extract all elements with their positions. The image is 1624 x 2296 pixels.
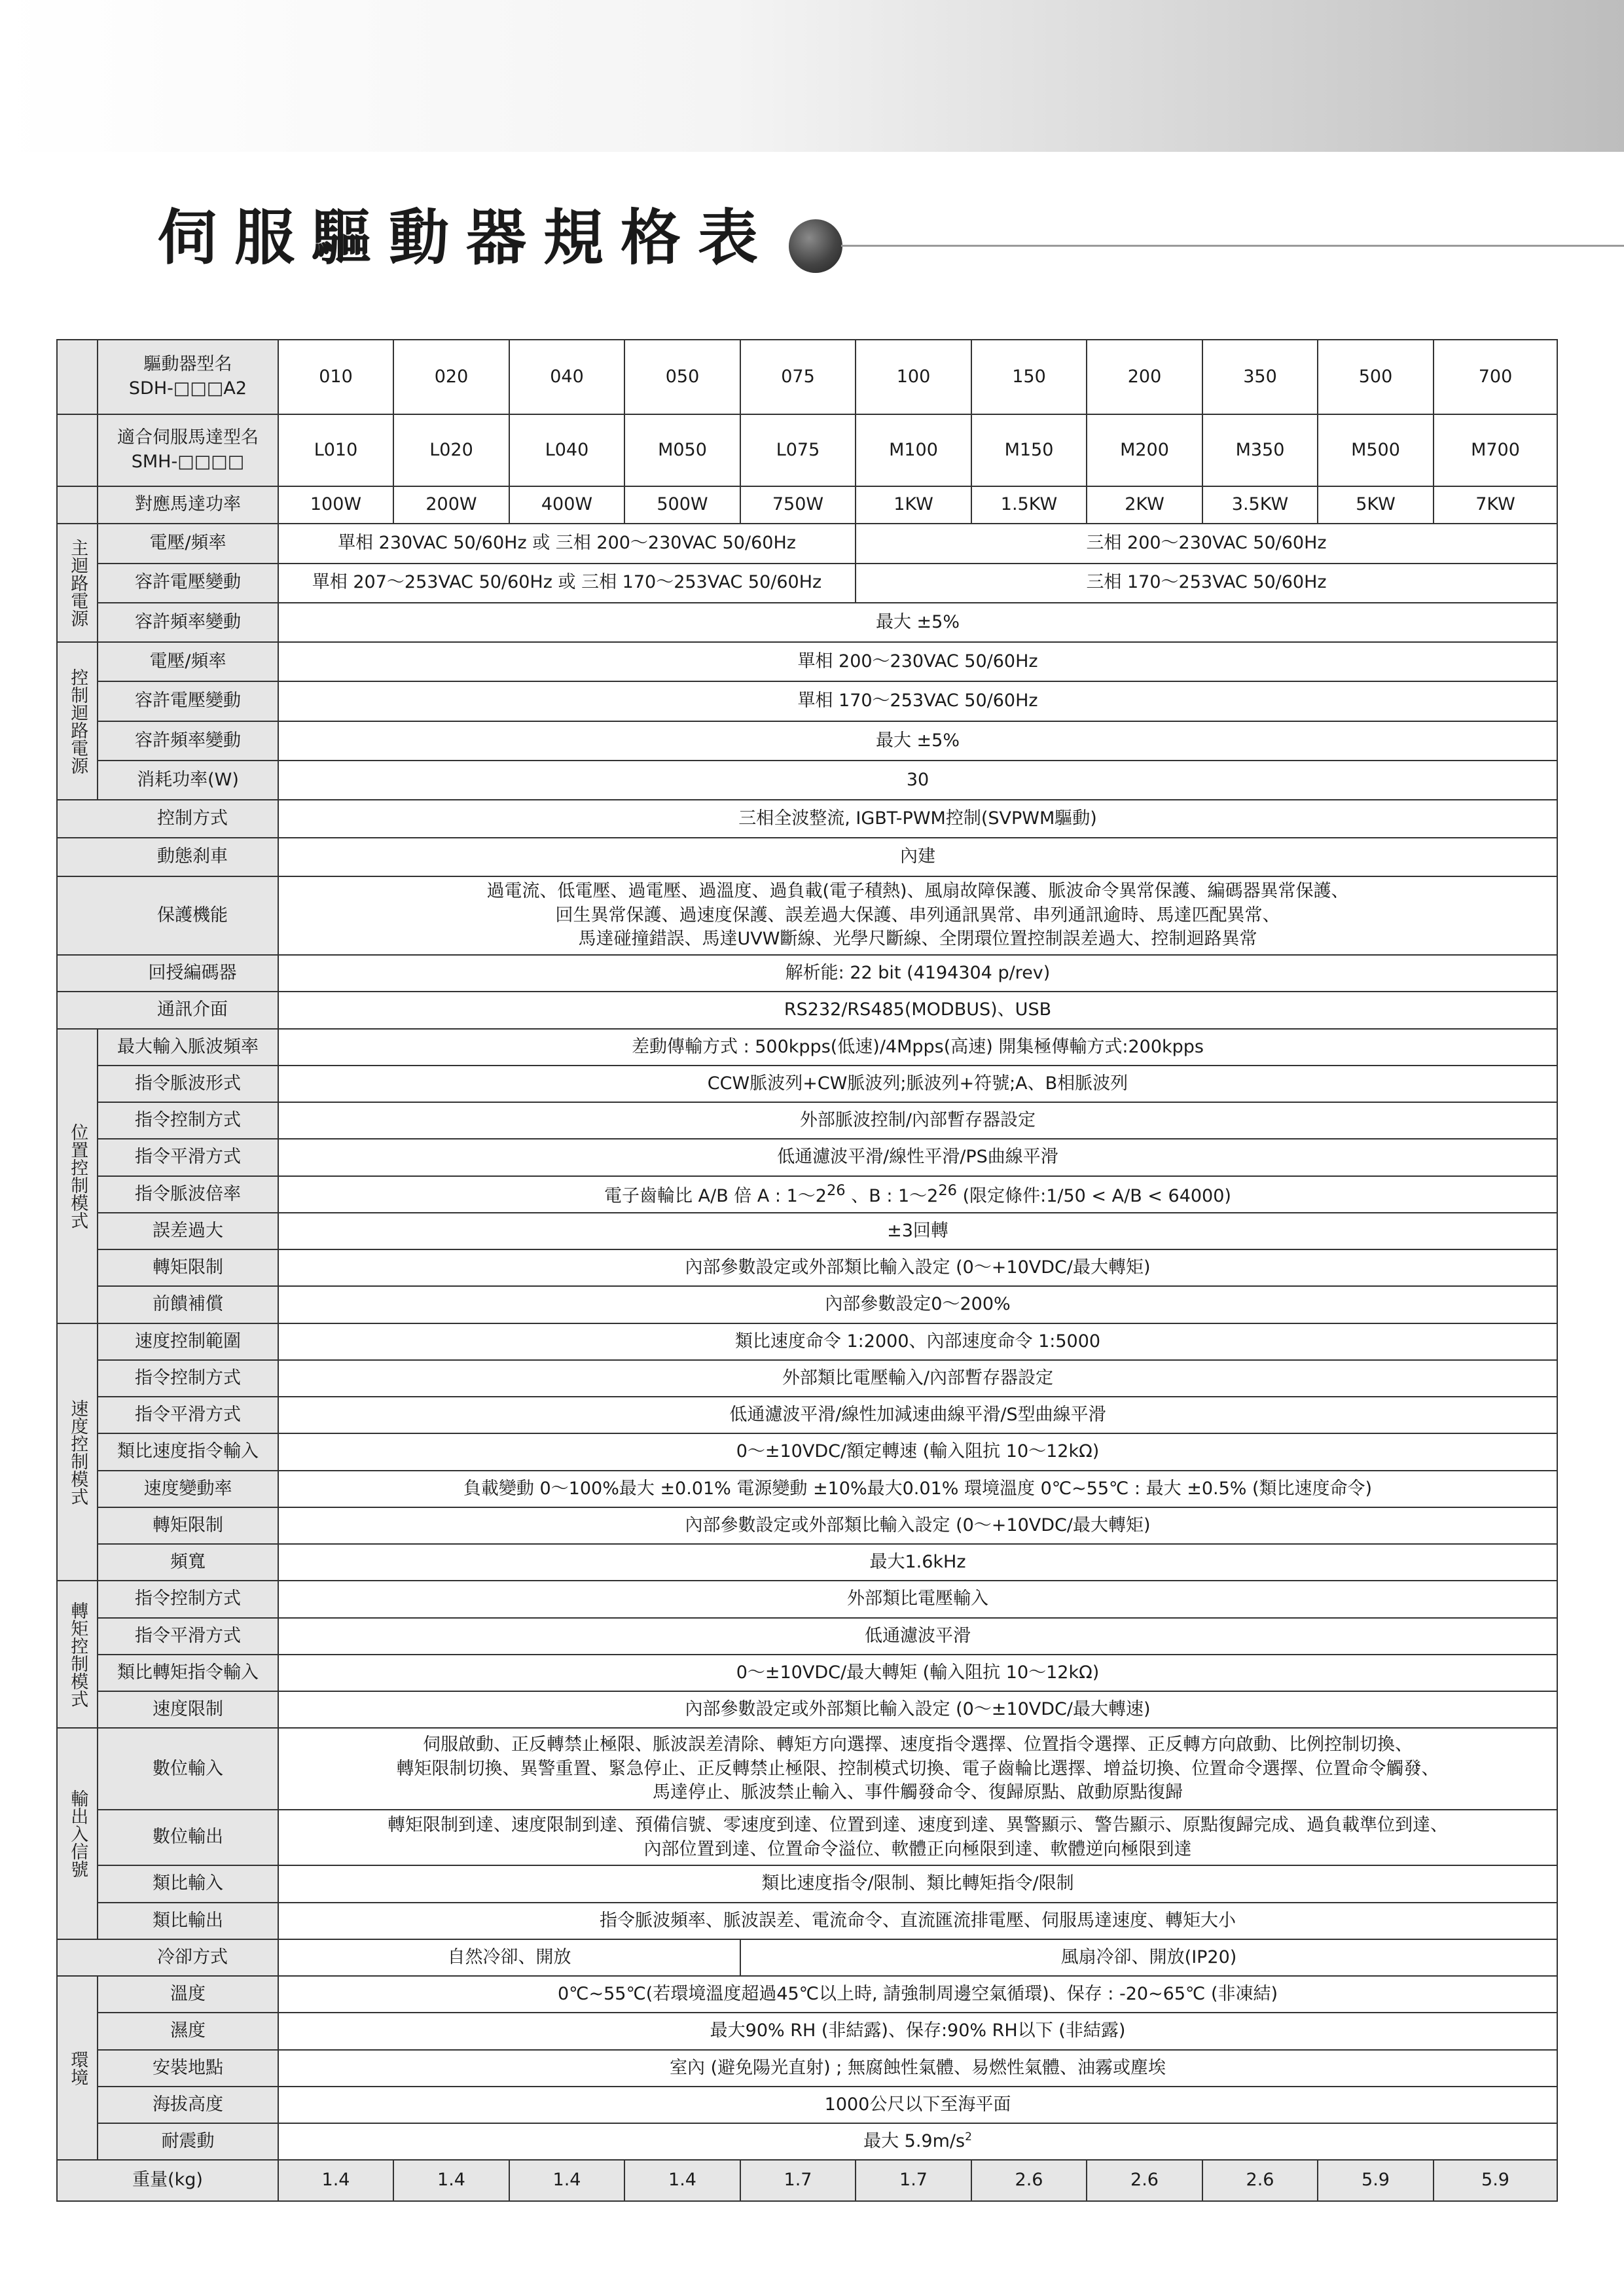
value-cell: 30: [278, 761, 1557, 800]
category-control-power: 控制迴路電源: [57, 642, 98, 800]
row-label: 保護機能: [57, 876, 278, 956]
value-cell: 外部類比電壓輸入: [278, 1581, 1557, 1617]
row-label: 轉矩限制: [98, 1507, 278, 1544]
corner-cell: [57, 340, 98, 414]
row-label: 消耗功率(W): [98, 761, 278, 800]
weight-row: [57, 2160, 1557, 2201]
value-cell: 伺服啟動、正反轉禁止極限、脈波誤差清除、轉矩方向選擇、速度指令選擇、位置指令選擇、正反轉方向啟動、比例控制切換、 轉矩限制切換、異警重置、緊急停止、正反轉禁止極限、控制模式切換、電子齒輪比選擇、增益切換、位置命令選擇、位置命令觸發、 馬達停止、脈波禁止輸入、事件觸發命令、復歸原點、啟動原點復歸: [278, 1728, 1557, 1810]
motor-power-cell: 500W: [624, 486, 740, 524]
row-label: 動態刹車: [57, 838, 278, 876]
row-label: 控制方式: [57, 800, 278, 838]
value-cell: 類比速度指令/限制、類比轉矩指令/限制: [278, 1865, 1557, 1902]
table-row: [57, 1397, 1557, 1433]
value-cell: 內部參數設定或外部類比輸入設定 (0～±10VDC/最大轉速): [278, 1691, 1557, 1728]
weight-cell: 2.6: [1202, 2160, 1318, 2201]
driver-model-cell: 050: [624, 340, 740, 414]
table-row: [57, 992, 1557, 1028]
weight-cell: 1.4: [278, 2160, 393, 2201]
value-cell: 外部類比電壓輸入/內部暫存器設定: [278, 1360, 1557, 1397]
value-cell: 三相 200～230VAC 50/60Hz: [856, 524, 1557, 563]
weight-cell: 5.9: [1434, 2160, 1557, 2201]
table-row: [57, 1433, 1557, 1470]
row-label: 速度變動率: [98, 1471, 278, 1507]
row-label: 數位輸入: [98, 1728, 278, 1810]
table-row: [57, 1213, 1557, 1249]
value-cell: 單相 200～230VAC 50/60Hz: [278, 642, 1557, 681]
table-row: [57, 1903, 1557, 1939]
row-label: 海拔高度: [98, 2087, 278, 2123]
weight-label: 重量(kg): [57, 2160, 278, 2201]
row-label: 指令平滑方式: [98, 1139, 278, 1175]
value-cell: 過電流、低電壓、過電壓、過溫度、過負載(電子積熱)、風扇故障保護、脈波命令異常保護、編碼器異常保護、 回生異常保護、過速度保護、誤差過大保護、串列通訊異常、串列通訊逾時、馬達匹配異常、 馬達碰撞錯誤、馬達UVW斷線、光學尺斷線、全閉環位置控制誤差過大、控制迴路異常: [278, 876, 1557, 956]
value-cell: RS232/RS485(MODBUS)、USB: [278, 992, 1557, 1028]
row-label: 安裝地點: [98, 2050, 278, 2087]
table-row: [57, 2013, 1557, 2049]
category-torque-mode: 轉矩控制模式: [57, 1581, 98, 1728]
weight-cell: 1.4: [393, 2160, 509, 2201]
weight-cell: 1.4: [624, 2160, 740, 2201]
motor-power-row: [57, 486, 1557, 524]
table-row: [57, 1323, 1557, 1360]
value-cell: 低通濾波平滑: [278, 1618, 1557, 1655]
motor-power-cell: 3.5KW: [1202, 486, 1318, 524]
table-row: [57, 800, 1557, 838]
row-label: 指令脈波倍率: [98, 1176, 278, 1213]
table-row: [57, 1360, 1557, 1397]
motor-power-cell: 1.5KW: [971, 486, 1087, 524]
value-cell: 單相 230VAC 50/60Hz 或 三相 200～230VAC 50/60Hz: [278, 524, 856, 563]
table-row: [57, 1976, 1557, 2013]
row-label: 容許電壓變動: [98, 681, 278, 721]
value-cell: 三相 170～253VAC 50/60Hz: [856, 564, 1557, 603]
table-row: [57, 1618, 1557, 1655]
row-label: 指令控制方式: [98, 1581, 278, 1617]
table-row: [57, 564, 1557, 603]
value-cell: 指令脈波頻率、脈波誤差、電流命令、直流匯流排電壓、伺服馬達速度、轉矩大小: [278, 1903, 1557, 1939]
table-row: [57, 2050, 1557, 2087]
value-cell: 解析能: 22 bit (4194304 p/rev): [278, 955, 1557, 992]
table-row: [57, 955, 1557, 992]
row-label: 類比速度指令輸入: [98, 1433, 278, 1470]
motor-model-cell: M350: [1202, 414, 1318, 487]
value-cell: 轉矩限制到達、速度限制到達、預備信號、零速度到達、位置到達、速度到達、異警顯示、警告顯示、原點復歸完成、過負載準位到達、 內部位置到達、位置命令溢位、軟體正向極限到達、軟體逆向極限到達: [278, 1810, 1557, 1865]
motor-power-cell: 100W: [278, 486, 393, 524]
value-cell: 風扇冷卻、開放(IP20): [740, 1939, 1557, 1976]
row-label: 回授編碼器: [57, 955, 278, 992]
row-label: 指令脈波形式: [98, 1066, 278, 1102]
value-cell: 負載變動 0～100%最大 ±0.01% 電源變動 ±10%最大0.01% 環境溫度 0℃~55℃ : 最大 ±0.5% (類比速度命令): [278, 1471, 1557, 1507]
weight-cell: 1.7: [856, 2160, 971, 2201]
row-label: 耐震動: [98, 2123, 278, 2160]
title-bullet: [789, 219, 842, 273]
table-row: [57, 1728, 1557, 1810]
table-row: [57, 1286, 1557, 1323]
value-cell: 室內 (避免陽光直射) ; 無腐蝕性氣體、易燃性氣體、油霧或塵埃: [278, 2050, 1557, 2087]
page-title: 伺服驅動器規格表: [157, 203, 776, 273]
table-row: [57, 1066, 1557, 1102]
motor-power-cell: 7KW: [1434, 486, 1557, 524]
category-io-signals: 輸出入信號: [57, 1728, 98, 1939]
motor-model-cell: L020: [393, 414, 509, 487]
row-label: 類比輸出: [98, 1903, 278, 1939]
value-cell: 0～±10VDC/最大轉矩 (輸入阻抗 10～12kΩ): [278, 1655, 1557, 1691]
table-row: [57, 1471, 1557, 1507]
row-label: 指令控制方式: [98, 1360, 278, 1397]
value-cell: 最大90% RH (非結露)、保存:90% RH以下 (非結露): [278, 2013, 1557, 2049]
motor-power-cell: 400W: [509, 486, 624, 524]
driver-model-row: [57, 340, 1557, 414]
table-row: [57, 1507, 1557, 1544]
category-main-power: 主迴路電源: [57, 524, 98, 642]
value-cell: 0℃~55℃(若環境溫度超過45℃以上時, 請強制周邊空氣循環)、保存 : -20~65℃ (非凍結): [278, 1976, 1557, 2013]
value-cell: ±3回轉: [278, 1213, 1557, 1249]
category-environment: 環境: [57, 1976, 98, 2160]
row-label: 轉矩限制: [98, 1249, 278, 1286]
value-cell: 單相 170～253VAC 50/60Hz: [278, 681, 1557, 721]
value-cell: 最大1.6kHz: [278, 1544, 1557, 1581]
motor-model-cell: M700: [1434, 414, 1557, 487]
weight-cell: 1.7: [740, 2160, 856, 2201]
motor-model-cell: M200: [1087, 414, 1202, 487]
table-row: [57, 1102, 1557, 1139]
weight-cell: 2.6: [1087, 2160, 1202, 2201]
value-cell: 差動傳輸方式 : 500kpps(低速)/4Mpps(高速) 開集極傳輸方式:200kpps: [278, 1029, 1557, 1066]
motor-model-cell: M500: [1318, 414, 1434, 487]
motor-model-label: 適合伺服馬達型名 SMH-□□□□: [98, 414, 278, 487]
table-row: [57, 1176, 1557, 1213]
motor-power-cell: 200W: [393, 486, 509, 524]
driver-model-cell: 020: [393, 340, 509, 414]
row-label: 容許電壓變動: [98, 564, 278, 603]
category-speed-mode: 速度控制模式: [57, 1323, 98, 1581]
row-label: 速度控制範圍: [98, 1323, 278, 1360]
row-label: 類比輸入: [98, 1865, 278, 1902]
motor-model-cell: M050: [624, 414, 740, 487]
driver-model-label: 驅動器型名 SDH-□□□A2: [98, 340, 278, 414]
driver-model-cell: 010: [278, 340, 393, 414]
value-cell: 內建: [278, 838, 1557, 876]
row-label: 指令平滑方式: [98, 1397, 278, 1433]
driver-model-cell: 350: [1202, 340, 1318, 414]
table-row: [57, 681, 1557, 721]
row-label: 類比轉矩指令輸入: [98, 1655, 278, 1691]
table-row: [57, 721, 1557, 761]
weight-cell: 5.9: [1318, 2160, 1434, 2201]
weight-cell: 1.4: [509, 2160, 624, 2201]
table-row: [57, 1581, 1557, 1617]
row-label: 電壓/頻率: [98, 642, 278, 681]
row-label: 冷卻方式: [57, 1939, 278, 1976]
table-row: [57, 1139, 1557, 1175]
value-cell: 三相全波整流, IGBT-PWM控制(SVPWM驅動): [278, 800, 1557, 838]
table-row: [57, 761, 1557, 800]
value-cell: 電子齒輪比 A/B 倍 A : $1\sim 2^{26}$ 、B : $1\sim 2^{26}$ (限定條件:1/50 < A/B < 64000): [278, 1176, 1557, 1213]
table-row: [57, 1544, 1557, 1581]
table-row: [57, 838, 1557, 876]
value-cell: 類比速度命令 1:2000、內部速度命令 1:5000: [278, 1323, 1557, 1360]
row-label: 頻寬: [98, 1544, 278, 1581]
corner-cell: [57, 414, 98, 487]
table-row: [57, 2123, 1557, 2160]
row-label: 通訊介面: [57, 992, 278, 1028]
table-row: [57, 524, 1557, 563]
category-position-mode: 位置控制模式: [57, 1029, 98, 1323]
row-label: 容許頻率變動: [98, 603, 278, 642]
value-cell: 最大 ±5%: [278, 603, 1557, 642]
driver-model-cell: 500: [1318, 340, 1434, 414]
row-label: 指令平滑方式: [98, 1618, 278, 1655]
table-row: [57, 1939, 1557, 1976]
driver-model-cell: 075: [740, 340, 856, 414]
table-row: [57, 1691, 1557, 1728]
driver-model-cell: 700: [1434, 340, 1557, 414]
value-cell: 1000公尺以下至海平面: [278, 2087, 1557, 2123]
table-row: [57, 1865, 1557, 1902]
row-label: 速度限制: [98, 1691, 278, 1728]
value-cell: 最大 $5.9m/s^2$: [278, 2123, 1557, 2160]
value-cell: 內部參數設定0～200%: [278, 1286, 1557, 1323]
corner-cell: [57, 486, 98, 524]
table-row: [57, 1029, 1557, 1066]
value-cell: 最大 ±5%: [278, 721, 1557, 761]
table-row: [57, 1249, 1557, 1286]
value-cell: 內部參數設定或外部類比輸入設定 (0～+10VDC/最大轉矩): [278, 1507, 1557, 1544]
row-label: 溫度: [98, 1976, 278, 2013]
header-band: [0, 0, 1624, 152]
motor-power-label: 對應馬達功率: [98, 486, 278, 524]
motor-model-cell: L010: [278, 414, 393, 487]
value-cell: 外部脈波控制/內部暫存器設定: [278, 1102, 1557, 1139]
table-row: [57, 642, 1557, 681]
value-cell: 單相 207～253VAC 50/60Hz 或 三相 170～253VAC 50/60Hz: [278, 564, 856, 603]
motor-model-cell: L040: [509, 414, 624, 487]
row-label: 最大輸入脈波頻率: [98, 1029, 278, 1066]
driver-model-cell: 100: [856, 340, 971, 414]
driver-model-cell: 150: [971, 340, 1087, 414]
motor-power-cell: 5KW: [1318, 486, 1434, 524]
driver-model-cell: 040: [509, 340, 624, 414]
weight-cell: 2.6: [971, 2160, 1087, 2201]
value-cell: 低通濾波平滑/線性平滑/PS曲線平滑: [278, 1139, 1557, 1175]
row-label: 電壓/頻率: [98, 524, 278, 563]
motor-model-row: [57, 414, 1557, 487]
value-cell: 0～±10VDC/額定轉速 (輸入阻抗 10～12kΩ): [278, 1433, 1557, 1470]
row-label: 數位輸出: [98, 1810, 278, 1865]
table-row: [57, 1655, 1557, 1691]
value-cell: 自然冷卻、開放: [278, 1939, 740, 1976]
driver-model-cell: 200: [1087, 340, 1202, 414]
row-label: 容許頻率變動: [98, 721, 278, 761]
motor-power-cell: 750W: [740, 486, 856, 524]
motor-model-cell: L075: [740, 414, 856, 487]
motor-model-cell: M100: [856, 414, 971, 487]
table-row: [57, 876, 1557, 956]
motor-model-cell: M150: [971, 414, 1087, 487]
value-cell: 內部參數設定或外部類比輸入設定 (0～+10VDC/最大轉矩): [278, 1249, 1557, 1286]
motor-power-cell: 2KW: [1087, 486, 1202, 524]
table-row: [57, 2087, 1557, 2123]
value-cell: CCW脈波列+CW脈波列;脈波列+符號;A、B相脈波列: [278, 1066, 1557, 1102]
row-label: 指令控制方式: [98, 1102, 278, 1139]
title-rule: [841, 245, 1624, 247]
spec-table: [56, 339, 1558, 2202]
row-label: 濕度: [98, 2013, 278, 2049]
row-label: 誤差過大: [98, 1213, 278, 1249]
row-label: 前饋補償: [98, 1286, 278, 1323]
table-row: [57, 1810, 1557, 1865]
table-row: [57, 603, 1557, 642]
motor-power-cell: 1KW: [856, 486, 971, 524]
value-cell: 低通濾波平滑/線性加減速曲線平滑/S型曲線平滑: [278, 1397, 1557, 1433]
